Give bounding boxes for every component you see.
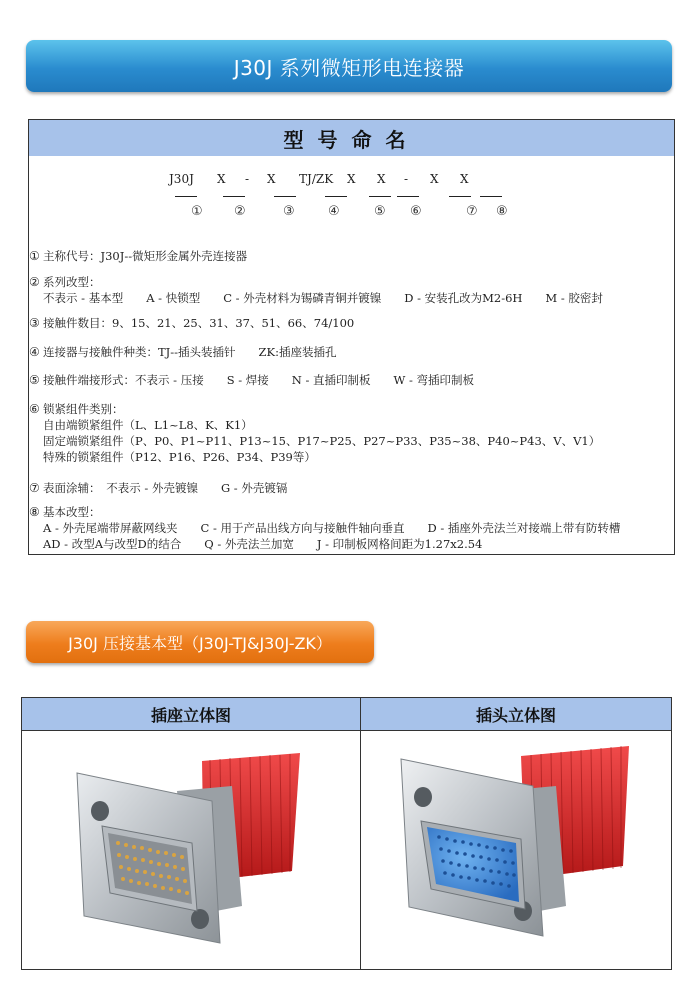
naming-item	[29, 504, 620, 552]
item-text: 不表示 - 基本型 A - 快锁型 C - 外壳材料为锡磷青铜并镀镍 D - 安装孔改为M2-6H M - 胶密封	[43, 291, 603, 305]
item-text: 固定端锁紧组件（P、P0、P1~P11、P13~15、P17~P25、P27~P33、P35~38、P40~P43、V、V1）	[43, 434, 601, 448]
naming-panel	[28, 119, 675, 555]
code-token: X	[347, 172, 356, 186]
item-marker: ⑤	[29, 373, 40, 387]
naming-item	[29, 480, 287, 496]
item-marker: ②	[29, 275, 40, 289]
item-text: 基本改型：	[43, 505, 101, 519]
code-position-number: ①	[191, 204, 203, 219]
code-position-number: ④	[328, 204, 340, 219]
code-token: X	[430, 172, 439, 186]
item-marker: ④	[29, 345, 40, 359]
code-position-number: ③	[283, 204, 295, 219]
socket-column	[22, 698, 360, 969]
code-position-number: ⑧	[496, 204, 508, 219]
socket-header: 插座立体图	[22, 698, 360, 731]
code-underline	[397, 196, 419, 197]
code-position-number: ⑥	[410, 204, 422, 219]
code-position-number: ⑤	[374, 204, 386, 219]
connector-image-table	[21, 697, 672, 970]
code-token: -	[245, 172, 250, 186]
code-underline	[274, 196, 296, 197]
code-underline	[175, 196, 197, 197]
socket-3d-image	[22, 731, 360, 969]
code-position-number: ⑦	[466, 204, 478, 219]
code-token: X	[217, 172, 226, 186]
code-position-number: ②	[234, 204, 246, 219]
naming-item	[29, 315, 354, 331]
item-text: 系列改型：	[43, 275, 101, 289]
item-text: 连接器与接触件种类：TJ--插头装插针 ZK:插座装插孔	[43, 345, 337, 359]
item-marker: ③	[29, 316, 40, 330]
code-token: X	[460, 172, 469, 186]
item-marker: ⑦	[29, 481, 40, 495]
item-text: 主称代号：J30J--微矩形金属外壳连接器	[43, 249, 248, 263]
item-text: 接触件端接形式：不表示 - 压接 S - 焊接 N - 直插印制板 W - 弯插印制板	[43, 373, 475, 387]
naming-item	[29, 274, 603, 306]
item-text: 表面涂辅： 不表示 - 外壳镀镍 G - 外壳镀镉	[43, 481, 288, 495]
code-underline	[449, 196, 471, 197]
code-token: TJ/ZK	[299, 172, 334, 186]
naming-item	[29, 344, 337, 360]
code-token: J30J	[169, 172, 194, 186]
item-marker: ①	[29, 249, 40, 263]
plug-column	[361, 698, 671, 969]
item-text: AD - 改型A与改型D的结合 Q - 外壳法兰加宽 J - 印制板网格间距为1.27x2.54	[43, 537, 483, 551]
item-text: 接触件数目：9、15、21、25、31、37、51、66、74/100	[43, 316, 355, 330]
item-marker: ⑧	[29, 505, 40, 519]
code-token: -	[404, 172, 409, 186]
code-underline	[223, 196, 245, 197]
item-marker: ⑥	[29, 402, 40, 416]
naming-item	[29, 372, 474, 388]
code-underline	[369, 196, 391, 197]
code-token: X	[377, 172, 386, 186]
item-text: 锁紧组件类别：	[43, 402, 124, 416]
item-text: 特殊的锁紧组件（P12、P16、P26、P34、P39等）	[43, 450, 316, 464]
plug-3d-image	[361, 731, 671, 969]
naming-item	[29, 248, 247, 264]
naming-item	[29, 401, 600, 465]
title-banner	[26, 40, 672, 92]
section-banner	[26, 621, 374, 663]
item-text: A - 外壳尾端带屏蔽网线夹 C - 用于产品出线方向与接触件轴向垂直 D - 插座外壳法兰对接端上带有防转槽	[43, 521, 621, 535]
code-token: X	[267, 172, 276, 186]
item-text: 自由端锁紧组件（L、L1~L8、K、K1）	[43, 418, 253, 432]
section-title: J30J 压接基本型（J30J-TJ&J30J-ZK）	[68, 633, 332, 653]
code-underline	[480, 196, 502, 197]
code-underline	[325, 196, 347, 197]
plug-header: 插头立体图	[361, 698, 671, 731]
naming-header: 型号命名	[29, 120, 674, 156]
title-text: J30J 系列微矩形电连接器	[233, 55, 465, 80]
